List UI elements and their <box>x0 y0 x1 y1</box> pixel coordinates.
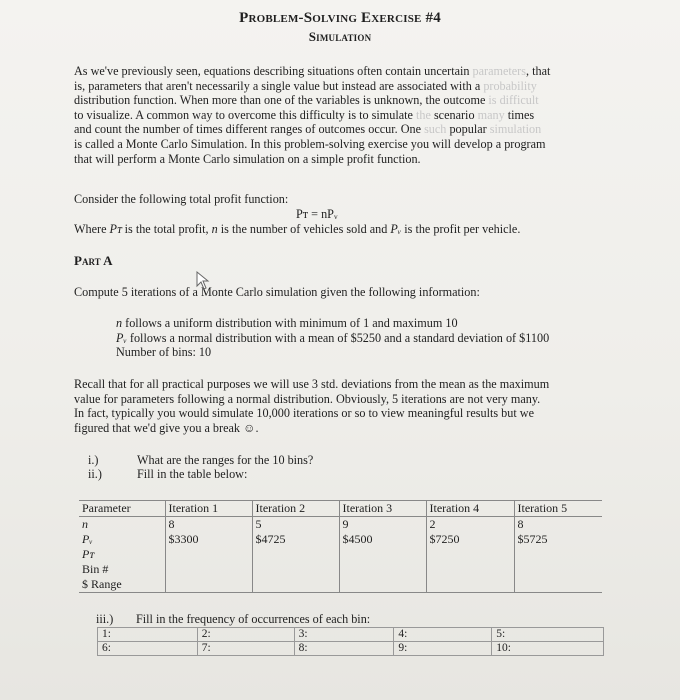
freq-cell: 8: <box>294 642 394 656</box>
table-cell: 8 <box>165 517 252 533</box>
recall-line-3: In fact, typically you would simulate 10,000 iterations or so to view meaningful results but we <box>74 406 534 421</box>
intro-line-3: distribution function. When more than one of the variables is unknown, the outcome is difficult <box>74 93 539 108</box>
table-cell: $4725 <box>252 532 339 547</box>
freq-cell: 1: <box>98 628 198 642</box>
table-cell: 8 <box>517 517 524 531</box>
intro-line-2: is, parameters that aren't necessarily a single value but instead are associated with a probability <box>74 78 537 93</box>
table-cell: $5725 <box>517 532 548 546</box>
intro-line-4: to visualize. A common way to overcome this difficulty is to simulate the scenario many times <box>74 107 535 122</box>
frequency-table <box>97 627 604 656</box>
table-cell <box>252 547 339 562</box>
intro-paragraph <box>74 64 550 166</box>
header-cell: Iteration 5 <box>514 501 602 517</box>
table-cell <box>252 577 339 593</box>
consider-text: Consider the following total profit function: <box>74 192 289 206</box>
table-row <box>79 547 602 562</box>
question-i: i.) What are the ranges for the 10 bins? <box>88 453 314 467</box>
recall-paragraph <box>74 377 549 435</box>
table-cell: 2 <box>426 517 514 533</box>
table-cell <box>426 577 514 593</box>
intro-line-5: and count the number of times different ranges of outcomes occur. One such popular simulation <box>74 122 542 137</box>
info-line-2: Pᵥ follows a normal distribution with a mean of $5250 and a standard deviation of $1100 <box>116 330 550 345</box>
table-header-row <box>79 501 602 517</box>
recall-line-1: Recall that for all practical purposes we will use 3 std. deviations from the mean as the maximum <box>74 377 550 391</box>
freq-cell: 2: <box>197 628 294 642</box>
table-cell <box>339 547 426 562</box>
table-cell <box>165 562 252 577</box>
table-row <box>79 577 602 593</box>
table-row <box>98 628 604 642</box>
table-cell: $7250 <box>426 532 514 547</box>
row-label: Pᴛ <box>79 547 165 562</box>
intro-line-1: As we've previously seen, equations describing situations often contain uncertain parameters, that <box>74 64 551 78</box>
row-label: n <box>79 517 165 533</box>
row-label: Pᵥ <box>79 532 165 547</box>
freq-cell: 10: <box>492 642 604 656</box>
table-row <box>79 562 602 577</box>
table-cell <box>339 562 426 577</box>
title-line-1: Problem-Solving Exercise #4 <box>239 10 441 26</box>
where-text: Where Pᴛ is the total profit, n is the number of vehicles sold and Pᵥ is the profit per vehicle. <box>74 222 521 236</box>
question-ii: ii.) Fill in the table below: <box>88 467 248 481</box>
profit-equation: Pᴛ = nPᵥ <box>296 207 338 221</box>
table-cell <box>514 562 602 577</box>
recall-line-4: figured that we'd give you a break ☺. <box>74 420 259 435</box>
freq-cell: 7: <box>197 642 294 656</box>
info-line-3: Number of bins: 10 <box>116 345 212 360</box>
part-a-heading: Part A <box>74 253 113 268</box>
table-cell <box>165 577 252 593</box>
table-row <box>79 517 602 533</box>
table-cell <box>426 547 514 562</box>
freq-cell: 9: <box>394 642 492 656</box>
freq-cell: 5: <box>492 628 604 642</box>
given-info <box>116 316 549 360</box>
header-cell: Iteration 2 <box>252 501 339 517</box>
header-cell: Iteration 1 <box>165 501 252 517</box>
table-row <box>98 642 604 656</box>
table-cell <box>252 562 339 577</box>
question-iii: iii.) Fill in the frequency of occurrences of each bin: <box>96 612 371 626</box>
table-cell <box>339 577 426 593</box>
compute-text: Compute 5 iterations of a Monte Carlo simulation given the following information: <box>74 285 480 299</box>
row-label: Bin # <box>79 562 165 577</box>
table-cell <box>165 547 252 562</box>
table-cell: $3300 <box>165 532 252 547</box>
mouse-cursor-icon <box>195 270 215 292</box>
recall-line-2: value for parameters following a normal distribution. Obviously, 5 iterations are not very many. <box>74 391 541 406</box>
table-cell: 5 <box>252 517 339 533</box>
info-line-1: n follows a uniform distribution with minimum of 1 and maximum 10 <box>116 316 458 330</box>
freq-cell: 6: <box>98 642 198 656</box>
table-cell <box>426 562 514 577</box>
table-cell <box>514 547 602 562</box>
freq-cell: 3: <box>294 628 394 642</box>
table-cell <box>514 577 602 593</box>
header-cell: Parameter <box>79 501 165 517</box>
row-label: $ Range <box>79 577 165 593</box>
intro-line-7: that will perform a Monte Carlo simulation on a simple profit function. <box>74 151 421 166</box>
header-cell: Iteration 3 <box>339 501 426 517</box>
iteration-table <box>79 500 602 593</box>
intro-line-6: is called a Monte Carlo Simulation. In this problem-solving exercise you will develop a program <box>74 136 546 151</box>
table-cell: 9 <box>339 517 426 533</box>
table-cell: $4500 <box>339 532 426 547</box>
header-cell: Iteration 4 <box>426 501 514 517</box>
table-row <box>79 532 602 547</box>
title-line-2: Simulation <box>308 29 372 44</box>
freq-cell: 4: <box>394 628 492 642</box>
